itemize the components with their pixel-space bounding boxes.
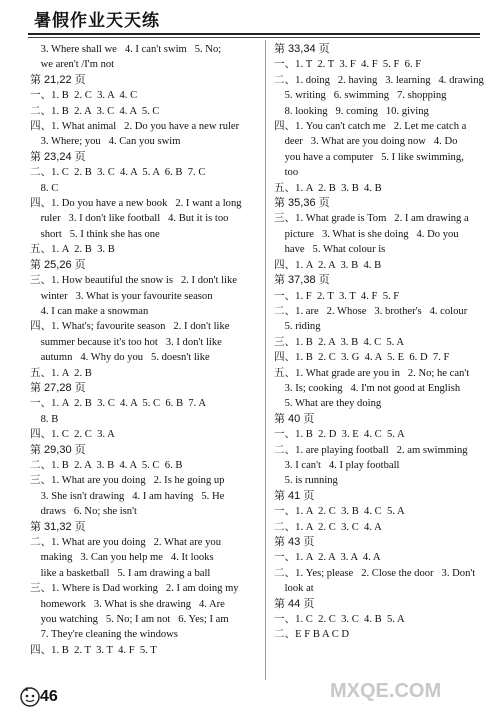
answer-line: 7. They're cleaning the windows — [30, 629, 178, 641]
page-section-heading: 第 43 页 — [274, 536, 315, 548]
answer-line: 8. C — [30, 182, 59, 194]
answer-line: 四、1. B 2. C 3. G 4. A 5. E 6. D 7. F — [274, 352, 450, 364]
answer-line: 一、1. B 2. C 3. A 4. C — [30, 90, 138, 102]
answer-line: homework 3. What is she drawing 4. Are — [30, 598, 225, 610]
answer-line: 三、1. What grade is Tom 2. I am drawing a — [274, 213, 469, 225]
answer-line: 二、1. are 2. Whose 3. brother's 4. colour — [274, 305, 468, 317]
answer-line: have 5. What colour is — [274, 244, 386, 256]
page-section-heading: 第 40 页 — [274, 412, 315, 425]
answer-line: 二、1. doing 2. having 3. learning 4. drawing — [274, 74, 484, 86]
answer-line: 五、1. A 2. B 3. B 4. B — [274, 182, 382, 194]
answer-line: picture 3. What is she doing 4. Do you — [274, 228, 459, 240]
header-rule — [28, 33, 480, 35]
page-number: 46 — [40, 688, 58, 705]
answer-line: 四、1. What's; favourite season 2. I don't like — [30, 321, 230, 333]
answer-line: 一、1. A 2. C 3. B 4. C 5. A — [274, 506, 405, 518]
answer-line: 5. riding — [274, 321, 321, 333]
answer-line: you have a computer 5. I like swimming, — [274, 151, 464, 163]
answer-line: 一、1. A 2. B 3. C 4. A 5. C 6. B 7. A — [30, 398, 207, 410]
answer-line: making 3. Can you help me 4. It looks — [30, 552, 214, 564]
answer-line: you watching 5. No; I am not 6. Yes; I am — [30, 614, 229, 626]
answer-line: look at — [274, 583, 314, 595]
book-title: 暑假作业天天练 — [34, 11, 160, 31]
answer-line: 5. writing 6. swimming 7. shopping — [274, 90, 447, 102]
answer-line: 五、1. A 2. B — [30, 367, 92, 379]
answer-line: deer 3. What are you doing now 4. Do — [274, 136, 458, 148]
left-answer-column — [30, 42, 262, 658]
answer-line: 3. I can't 4. I play football — [274, 459, 400, 471]
answer-line: 5. What are they doing — [274, 398, 382, 410]
answer-line: summer because it's too hot 3. I don't like — [30, 336, 222, 348]
page-section-heading: 第 33,34 页 — [274, 43, 330, 55]
answer-line: 四、1. What animal 2. Do you have a new ruler — [30, 121, 240, 133]
answer-line: 五、1. A 2. B 3. B — [30, 244, 115, 256]
column-divider — [265, 40, 266, 680]
answer-line: 二、1. A 2. C 3. C 4. A — [274, 521, 382, 533]
answer-line: 二、1. C 2. B 3. C 4. A 5. A 6. B 7. C — [30, 167, 206, 179]
page-section-heading: 第 41 页 — [274, 489, 315, 502]
answer-line: 三、1. Where is Dad working 2. I am doing my — [30, 583, 239, 595]
page-section-heading: 第 25,26 页 — [30, 258, 86, 271]
watermark: MXQE.COM — [330, 680, 442, 702]
answer-line: 四、1. You can't catch me 2. Let me catch a — [274, 121, 467, 133]
page-section-heading: 第 23,24 页 — [30, 150, 86, 163]
answer-line: 3. She isn't drawing 4. I am having 5. He — [30, 490, 225, 502]
answer-line: 3. Where; you 4. Can you swim — [30, 136, 181, 148]
answer-line: 四、1. Do you have a new book 2. I want a long — [30, 198, 242, 210]
answer-line: draws 6. No; she isn't — [30, 506, 137, 518]
cartoon-face-icon — [18, 684, 42, 708]
answer-line: 四、1. B 2. T 3. T 4. F 5. T — [30, 644, 157, 656]
answer-line: 四、1. C 2. C 3. A — [30, 429, 115, 441]
answer-line: we aren't /I'm not — [30, 59, 115, 71]
answer-line: 二、E F B A C D — [274, 629, 350, 641]
answer-line: 8. looking 9. coming 10. giving — [274, 105, 429, 117]
page-section-heading: 第 44 页 — [274, 597, 315, 610]
answer-line: 四、1. A 2. A 3. B 4. B — [274, 259, 382, 271]
answer-line: 3. Where shall we 4. I can't swim 5. No; — [30, 44, 222, 55]
page-section-heading: 第 31,32 页 — [30, 520, 86, 533]
page-section-heading: 第 21,22 页 — [30, 73, 86, 86]
answer-line: 三、1. B 2. A 3. B 4. C 5. A — [274, 336, 405, 348]
answer-line: 二、1. are playing football 2. am swimming — [274, 444, 468, 456]
answer-line: 五、1. What grade are you in 2. No; he can't — [274, 367, 470, 379]
answer-line: 二、1. What are you doing 2. What are you — [30, 537, 222, 548]
answer-line: 二、1. B 2. A 3. B 4. A 5. C 6. B — [30, 459, 183, 471]
answer-line: 一、1. C 2. C 3. C 4. B 5. A — [274, 614, 405, 626]
answer-line: 8. B — [30, 413, 59, 425]
answer-line: 一、1. A 2. A 3. A 4. A — [274, 552, 381, 564]
answer-line: autumn 4. Why do you 5. doesn't like — [30, 352, 210, 364]
answer-line: 二、1. B 2. A 3. C 4. A 5. C — [30, 105, 160, 117]
answer-line: 5. is running — [274, 475, 338, 487]
header-rule-thin — [28, 37, 480, 38]
answer-line: 3. Is; cooking 4. I'm not good at English — [274, 382, 461, 394]
page-section-heading: 第 27,28 页 — [30, 381, 86, 394]
answer-line: short 5. I think she has one — [30, 228, 160, 240]
answer-line: 三、1. How beautiful the snow is 2. I don't like — [30, 275, 237, 287]
page-section-heading: 第 37,38 页 — [274, 274, 330, 287]
page-header — [0, 0, 500, 40]
answer-line: 三、1. What are you doing 2. Is he going up — [30, 475, 225, 487]
answer-line: 4. I can make a snowman — [30, 305, 149, 317]
answer-line: 二、1. Yes; please 2. Close the door 3. Don't — [274, 567, 476, 579]
answer-line: winter 3. What is your favourite season — [30, 290, 213, 302]
answer-line: too — [274, 167, 299, 179]
page-section-heading: 第 35,36 页 — [274, 197, 330, 210]
right-answer-column — [274, 42, 490, 643]
answer-line: 一、1. F 2. T 3. T 4. F 5. F — [274, 290, 400, 302]
page-footer — [18, 684, 78, 710]
answer-line: 一、1. B 2. D 3. E 4. C 5. A — [274, 429, 405, 441]
answer-line: 一、1. T 2. T 3. F 4. F 5. F 6. F — [274, 59, 422, 71]
answer-line: ruler 3. I don't like football 4. But it is too — [30, 213, 229, 225]
answer-line: like a basketball 5. I am drawing a ball — [30, 567, 211, 579]
page-section-heading: 第 29,30 页 — [30, 443, 86, 456]
